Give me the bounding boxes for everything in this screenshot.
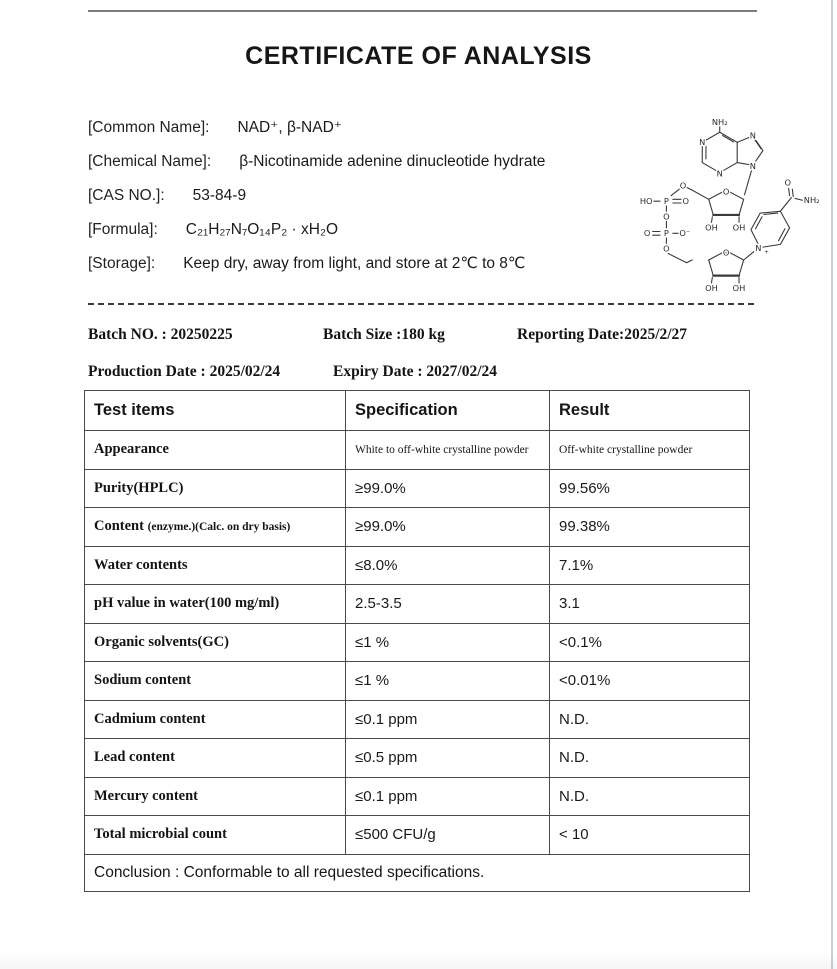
specification-cell: White to off-white crystalline powder — [346, 431, 550, 470]
specification-cell: ≤500 CFU/g — [346, 816, 550, 855]
table-row — [85, 508, 750, 547]
test-item-cell — [85, 508, 346, 547]
atom-label: HO — [639, 195, 653, 206]
reporting-date-label: Reporting Date: — [517, 326, 625, 343]
atom-label: O — [643, 228, 651, 239]
atom-label: P — [663, 228, 669, 239]
result-cell: 3.1 — [550, 585, 750, 624]
expiry-date-value: 2027/02/24 — [426, 363, 498, 380]
batch-size-value: 180 kg — [401, 326, 445, 343]
test-item-text: Mercury content — [94, 787, 199, 804]
header-specification: Specification — [346, 391, 550, 431]
info-line — [88, 151, 545, 172]
test-item-cell — [85, 623, 346, 662]
batch-number-value: 20250225 — [170, 326, 233, 343]
table-row — [85, 662, 750, 701]
test-item-text: Organic solvents(GC) — [94, 633, 229, 650]
expiry-date-label: Expiry Date : — [333, 363, 427, 380]
top-rule — [88, 10, 757, 12]
table-row — [85, 816, 750, 855]
info-line-label: [Formula]: — [88, 221, 158, 238]
info-line-label: [Common Name]: — [88, 119, 210, 136]
header-result: Result — [550, 391, 750, 431]
test-item-text: Cadmium content — [94, 710, 206, 727]
atom-label: OH — [705, 283, 718, 294]
atom-label: + — [764, 249, 769, 256]
info-line-label: [Storage]: — [88, 255, 156, 272]
atom-label: N — [699, 137, 706, 148]
specification-cell: ≤8.0% — [346, 546, 550, 585]
specification-cell: ≤0.1 ppm — [346, 777, 550, 816]
batch-number-label: Batch NO. : — [88, 326, 171, 343]
result-cell: N.D. — [550, 700, 750, 739]
test-item-cell — [85, 816, 346, 855]
test-item-cell — [85, 469, 346, 508]
page-title: CERTIFICATE OF ANALYSIS — [245, 42, 592, 70]
test-item-cell — [85, 662, 346, 701]
header-test-items: Test items — [85, 391, 346, 431]
atom-label: P — [663, 195, 669, 206]
info-line-label: [Chemical Name]: — [88, 153, 212, 170]
result-cell: 7.1% — [550, 546, 750, 585]
expiry-date — [333, 363, 497, 381]
table-row — [85, 585, 750, 624]
atom-label: OH — [705, 222, 718, 233]
specification-cell: ≤1 % — [346, 623, 550, 662]
test-item-text: Total microbial count — [94, 826, 227, 843]
specification-cell: ≤0.1 ppm — [346, 700, 550, 739]
table-row — [85, 623, 750, 662]
specification-cell: 2.5-3.5 — [346, 585, 550, 624]
molecule-structure-diagram — [623, 112, 833, 294]
atom-label: NH₂ — [711, 116, 728, 127]
result-cell: <0.01% — [550, 662, 750, 701]
table-row — [85, 700, 750, 739]
result-cell: N.D. — [550, 739, 750, 778]
nad-structure-svg — [623, 112, 833, 294]
atom-label: OH — [732, 283, 746, 294]
scan-bottom-shade — [0, 951, 837, 969]
result-cell: 99.38% — [550, 508, 750, 547]
test-item-cell — [85, 777, 346, 816]
table-row — [85, 739, 750, 778]
result-cell: < 10 — [550, 816, 750, 855]
atom-label: O — [679, 180, 687, 191]
info-line-value: Keep dry, away from light, and store at 2℃ to 8℃ — [183, 255, 526, 272]
results-table-body — [85, 431, 750, 855]
specification-cell: ≤1 % — [346, 662, 550, 701]
dashed-separator — [88, 303, 756, 305]
production-date — [88, 363, 280, 381]
production-date-value: 2025/02/24 — [209, 363, 281, 380]
info-line — [88, 185, 545, 206]
reporting-date-value: 2025/2/27 — [624, 326, 688, 343]
result-cell: N.D. — [550, 777, 750, 816]
test-item-text: Appearance — [94, 441, 169, 458]
info-line — [88, 117, 545, 138]
specification-cell: ≥99.0% — [346, 508, 550, 547]
result-cell: 99.56% — [550, 469, 750, 508]
atom-label: O — [663, 243, 670, 254]
info-line — [88, 253, 545, 274]
atom-label: NH₂ — [803, 195, 820, 205]
test-item-cell — [85, 431, 346, 470]
info-line — [88, 219, 545, 240]
atom-label: O — [682, 195, 689, 206]
info-line-value: 53-84-9 — [192, 187, 247, 204]
info-line-value: β-Nicotinamide adenine dinucleotide hydrate — [239, 153, 546, 170]
test-item-text: Water contents — [94, 556, 188, 573]
table-header-row — [85, 391, 750, 431]
atom-label: O — [722, 186, 730, 197]
batch-size — [323, 326, 445, 344]
test-item-cell — [85, 546, 346, 585]
test-item-text: pH value in water(100 mg/ml) — [94, 595, 280, 612]
info-line-value: NAD⁺, β-NAD⁺ — [237, 119, 342, 136]
atom-label: OH — [732, 222, 746, 233]
atom-label: O — [663, 211, 670, 222]
atom-label: N — [749, 130, 756, 141]
conclusion-text: Conclusion : Conformable to all requested specifications. — [85, 854, 750, 891]
table-row — [85, 546, 750, 585]
atom-label: O⁻ — [679, 228, 691, 239]
result-cell: Off-white crystalline powder — [550, 431, 750, 470]
table-row — [85, 469, 750, 508]
batch-number — [88, 326, 233, 344]
specification-cell: ≤0.5 ppm — [346, 739, 550, 778]
test-item-cell — [85, 739, 346, 778]
atom-label: N — [749, 160, 756, 171]
table-row — [85, 777, 750, 816]
test-item-note: (enzyme.)(Calc. on dry basis) — [147, 521, 291, 534]
table-row — [85, 431, 750, 470]
test-item-text: Lead content — [94, 749, 175, 766]
conclusion-row — [85, 854, 750, 891]
product-info-block — [88, 117, 545, 274]
atom-label: N — [755, 242, 762, 253]
results-table — [84, 390, 750, 892]
test-item-cell — [85, 585, 346, 624]
production-date-label: Production Date : — [88, 363, 210, 380]
atom-label: N — [716, 168, 723, 179]
test-item-text: Content — [94, 518, 148, 535]
specification-cell: ≥99.0% — [346, 469, 550, 508]
info-line-label: [CAS NO.]: — [88, 187, 165, 204]
test-item-text: Sodium content — [94, 672, 192, 689]
atom-label: O — [784, 177, 792, 188]
test-item-cell — [85, 700, 346, 739]
reporting-date — [517, 326, 687, 344]
info-line-value: C₂₁H₂₇N₇O₁₄P₂ · xH₂O — [185, 221, 339, 238]
test-item-text: Purity(HPLC) — [94, 479, 184, 496]
batch-size-label: Batch Size : — [323, 326, 402, 343]
result-cell: <0.1% — [550, 623, 750, 662]
atom-label: O — [722, 247, 730, 258]
